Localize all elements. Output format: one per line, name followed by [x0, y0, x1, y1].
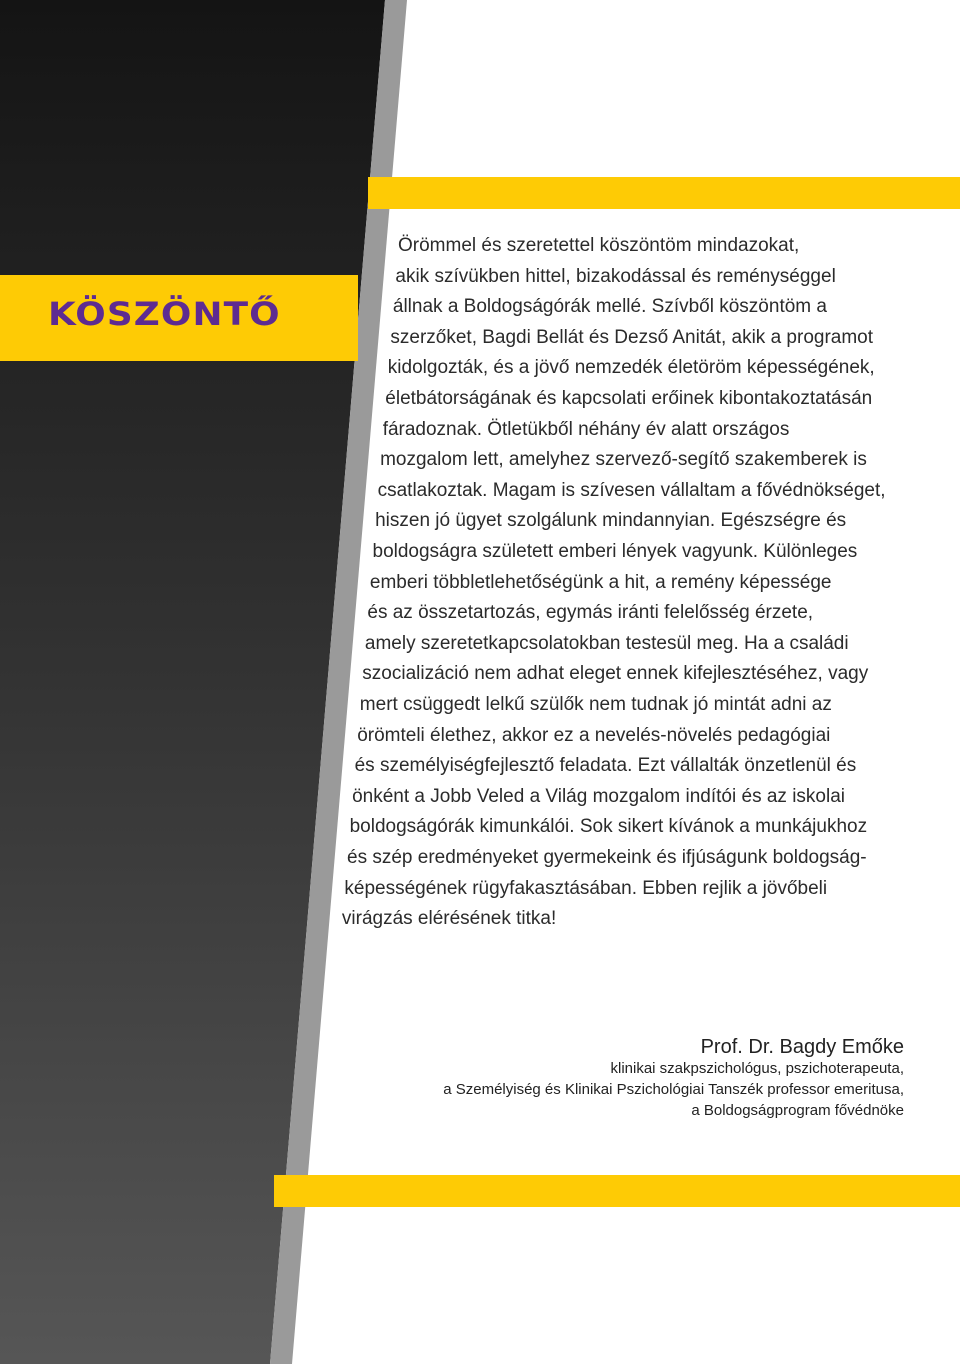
page-title: KÖSZÖNTŐ — [48, 295, 281, 333]
body-text-line: állnak a Boldogságórák mellé. Szívből köszöntöm a — [392, 296, 827, 318]
body-text-line: önként a Jobb Veled a Világ mozgalom indítói és az iskolai — [352, 785, 845, 807]
body-text-line: hiszen jó ügyet szolgálunk mindannyian. Egészségre és — [375, 510, 847, 532]
body-text-line: akik szívükben hittel, bizakodással és reménységgel — [395, 265, 836, 287]
body-text-line: szocializáció nem adhat eleget ennek kifejlesztéséhez, vagy — [362, 663, 869, 685]
signature-title-line-3: a Boldogságprogram fővédnöke — [691, 1102, 904, 1119]
body-text-line: képességének rügyfakasztásában. Ebben rejlik a jövőbeli — [344, 877, 828, 899]
body-text-line: és személyiségfejlesztő feladata. Ezt vállalták önzetlenül és — [354, 755, 857, 777]
signature-name: Prof. Dr. Bagdy Emőke — [700, 1036, 904, 1058]
body-text-line: boldogságórák kimunkálói. Sok sikert kívánok a munkájukhoz — [349, 816, 868, 838]
body-text-line: életbátorságának és kapcsolati erőinek kibontakoztatásán — [385, 388, 873, 409]
top-yellow-band — [368, 177, 960, 209]
body-text-line: kidolgozták, és a jövő nemzedék életöröm képességének, — [387, 357, 875, 379]
dark-side-panel — [0, 0, 385, 1364]
body-text-line: és szép eredményeket gyermekeink és ifjúságunk boldogság- — [347, 847, 867, 868]
body-text-line: örömteli élethez, akkor ez a nevelés-növelés pedagógiai — [357, 724, 831, 746]
body-text-line: fáradoznak. Ötletükből néhány év alatt országos — [382, 418, 790, 440]
body-text-line: boldogságra született emberi lények vagyunk. Különleges — [372, 541, 858, 562]
body-text-line: emberi többletlehetőségünk a hit, a remény képessége — [369, 571, 832, 593]
body-text-line: amely szeretetkapcsolatokban testesül meg. Ha a családi — [364, 632, 849, 654]
body-text-line: virágzás elérésének titka! — [341, 908, 557, 930]
bottom-yellow-band — [274, 1175, 960, 1207]
body-text-line: csatlakoztak. Magam is szívesen vállaltam a fővédnökséget, — [377, 479, 886, 501]
body-text-line: Örömmel és szeretettel köszöntöm mindazokat, — [398, 235, 800, 256]
body-text-line: mozgalom lett, amelyhez szervező-segítő szakemberek is — [380, 449, 867, 471]
body-text-line: és az összetartozás, egymás iránti felelősség érzete, — [367, 602, 814, 624]
signature-title-line-1: klinikai szakpszichológus, pszichoterapeuta, — [610, 1060, 904, 1077]
signature-title-line-2: a Személyiség és Klinikai Pszichológiai Tanszék professor emeritusa, — [443, 1081, 904, 1098]
body-text-line: mert csüggedt lelkű szülők nem tudnak jó mintát adni az — [359, 694, 832, 715]
body-text-line: szerzőket, Bagdi Bellát és Dezső Anitát, akik a programot — [390, 326, 874, 348]
